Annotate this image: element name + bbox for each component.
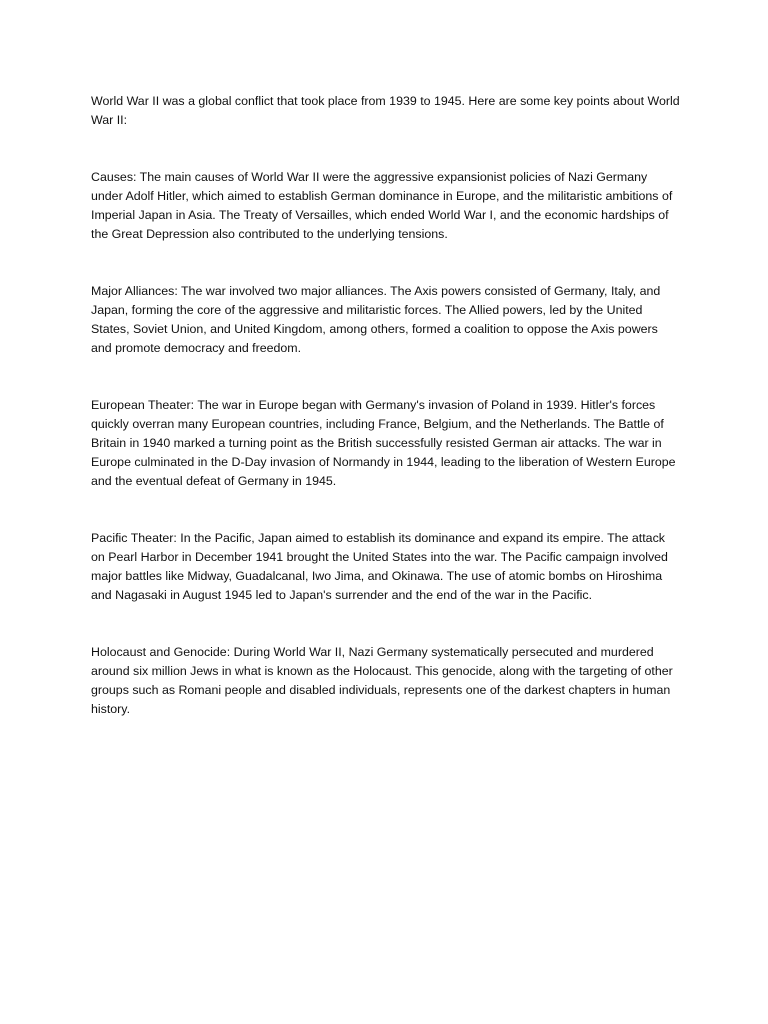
pacific-theater-paragraph: Pacific Theater: In the Pacific, Japan aimed to establish its dominance and expand its empire. The attack on Pearl Harbor in December 1941 brought the United States into the war. The Pacific campaign involved major battles like Midway, Guadalcanal, Iwo Jima, and Okinawa. The use of atomic bombs on Hiroshima and Nagasaki in August 1945 led to Japan's surrender and the end of the war in the Pacific. xyxy=(91,531,668,602)
major-alliances-paragraph: Major Alliances: The war involved two major alliances. The Axis powers consisted of Germany, Italy, and Japan, forming the core of the aggressive and militaristic forces. The Allied powers, led by the United States, Soviet Union, and United Kingdom, among others, formed a coalition to oppose the Axis powers and promote democracy and freedom. xyxy=(91,284,661,355)
document-body xyxy=(91,92,681,719)
european-theater-paragraph: European Theater: The war in Europe began with Germany's invasion of Poland in 1939. Hitler's forces quickly overran many European countries, including France, Belgium, and the Netherlands. The Battle of Britain in 1940 marked a turning point as the British successfully resisted German air attacks. The war in Europe culminated in the D-Day invasion of Normandy in 1944, leading to the liberation of Western Europe and the eventual defeat of Germany in 1945. xyxy=(91,398,676,488)
intro-paragraph: World War II was a global conflict that took place from 1939 to 1945. Here are some key points about World War II: xyxy=(91,94,680,127)
holocaust-genocide-paragraph: Holocaust and Genocide: During World War II, Nazi Germany systematically persecuted and murdered around six million Jews in what is known as the Holocaust. This genocide, along with the targeting of other groups such as Romani people and disabled individuals, represents one of the darkest chapters in human history. xyxy=(91,645,673,716)
causes-paragraph: Causes: The main causes of World War II were the aggressive expansionist policies of Nazi Germany under Adolf Hitler, which aimed to establish German dominance in Europe, and the militaristic ambitions of Imperial Japan in Asia. The Treaty of Versailles, which ended World War I, and the economic hardships of the Great Depression also contributed to the underlying tensions. xyxy=(91,170,673,241)
